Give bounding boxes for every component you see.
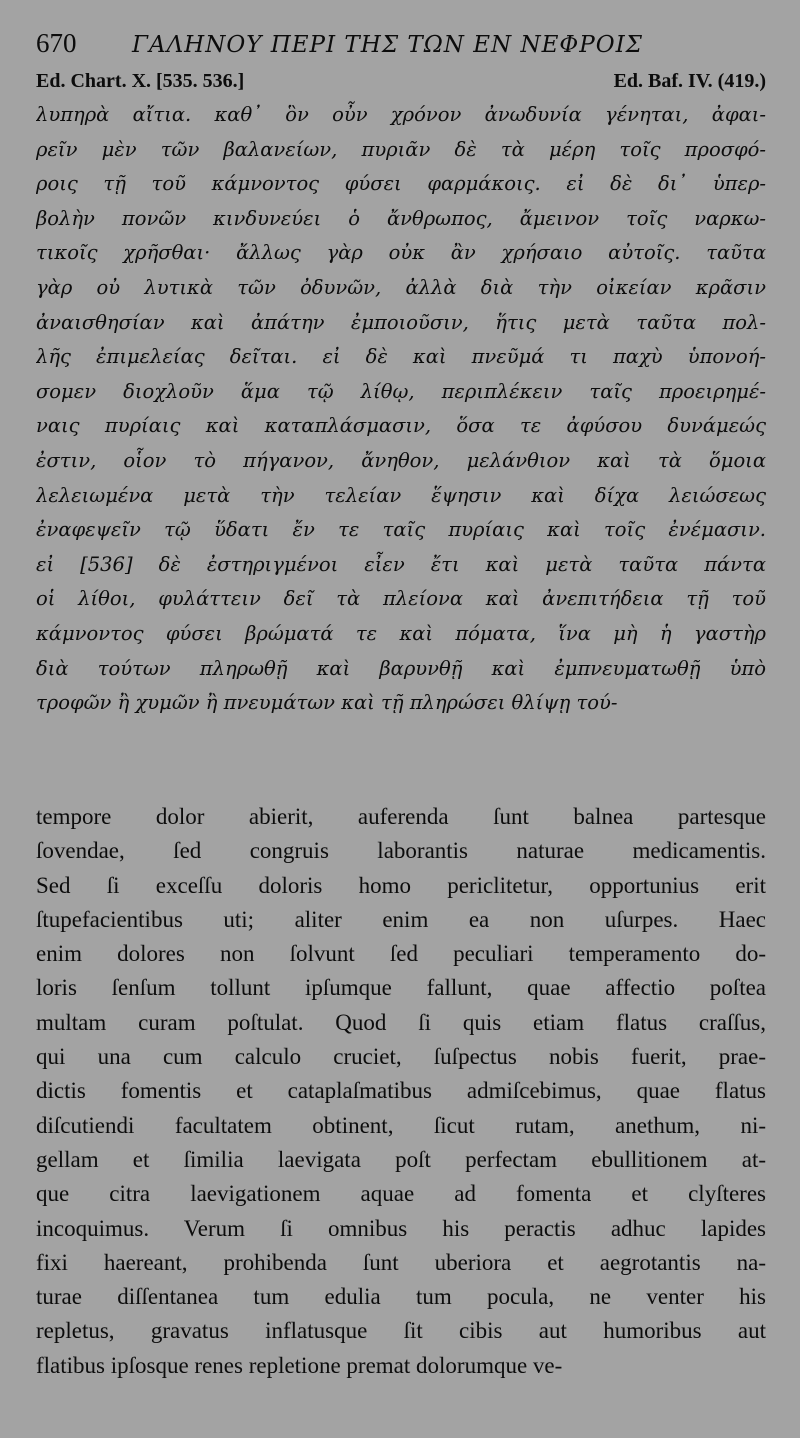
latin-text-line: diſcutiendi facultatem obtinent, ſicut rutam, anethum, ni-	[36, 1112, 766, 1138]
greek-text-line: ροις τῇ τοῦ κάμνοντος φύσει φαρμάκοις. εἰ δὲ δι᾽ ὑπερ-	[36, 172, 766, 196]
latin-text-line: multam curam poſtulat. Quod ſi quis etiam flatus craſſus,	[36, 1009, 766, 1035]
greek-text-block	[36, 98, 766, 721]
greek-text-line: σομεν διοχλοῦν ἅμα τῷ λίθῳ, περιπλέκειν ταῖς προειρημέ-	[36, 379, 766, 403]
latin-text-line: ſtupefacientibus uti; aliter enim ea non uſurpes. Haec	[36, 906, 766, 932]
latin-text-line: que citra laevigationem aquae ad fomenta et clyſteres	[36, 1181, 766, 1207]
greek-text-line: ἀναισθησίαν καὶ ἀπάτην ἐμποιοῦσιν, ἥτις μετὰ ταῦτα πολ-	[36, 310, 766, 334]
latin-text-line: fixi haereant, prohibenda ſunt uberiora et aegrotantis na-	[36, 1249, 766, 1275]
edition-reference-chart: Ed. Chart. X. [535. 536.]	[36, 70, 245, 92]
latin-text-line: dictis fomentis et cataplaſmatibus admiſcebimus, quae flatus	[36, 1078, 766, 1104]
greek-text-line: τροφῶν ἢ χυμῶν ἢ πνευμάτων καὶ τῇ πληρώσει θλίψῃ τού-	[36, 691, 618, 715]
latin-text-line: flatibus ipſosque renes repletione premat dolorumque ve-	[36, 1352, 563, 1378]
latin-text-line: enim dolores non ſolvunt ſed peculiari temperamento do-	[36, 941, 766, 967]
latin-text-line: tempore dolor abierit, auferenda ſunt balnea partesque	[36, 804, 766, 829]
greek-text-line: ἐναφεψεῖν τῷ ὕδατι ἔν τε ταῖς πυρίαις καὶ τοῖς ἐνέμασιν.	[36, 518, 766, 542]
greek-text-line: διὰ τούτων πληρωθῇ καὶ βαρυνθῇ καὶ ἐμπνευματωθῇ ὑπὸ	[36, 656, 766, 680]
greek-text-line: ἐστιν, οἷον τὸ πήγανον, ἄνηθον, μελάνθιον καὶ τὰ ὅμοια	[36, 448, 766, 472]
latin-text-line: loris ſenſum tollunt ipſumque fallunt, quae affectio poſtea	[36, 975, 766, 1001]
latin-text-line: gellam et ſimilia laevigata poſt perfectam ebullitionem at-	[36, 1146, 766, 1172]
latin-text-line: qui una cum calculo cruciet, ſuſpectus nobis fuerit, prae-	[36, 1044, 766, 1070]
edition-references	[36, 70, 766, 98]
greek-text-line: βολὴν πονῶν κινδυνεύει ὁ ἄνθρωπος, ἄμεινον τοῖς ναρκω-	[36, 206, 766, 230]
page-number: 670	[36, 28, 77, 58]
greek-text-line: κάμνοντος φύσει βρώματά τε καὶ πόματα, ἵνα μὴ ἡ γαστὴρ	[36, 621, 766, 645]
page-header	[36, 28, 766, 68]
greek-text-line: εἰ [536] δὲ ἐστηριγμένοι εἶεν ἔτι καὶ μετὰ ταῦτα πάντα	[36, 552, 766, 576]
edition-reference-basel: Ed. Baf. IV. (419.)	[613, 70, 766, 92]
greek-text-line: λῆς ἐπιμελείας δεῖται. εἰ δὲ καὶ πνεῦμά τι παχὺ ὑπονοή-	[36, 345, 766, 369]
greek-text-line: ναις πυρίαις καὶ καταπλάσμασιν, ὅσα τε ἀφύσου δυνάμεώς	[36, 414, 766, 438]
latin-text-line: repletus, gravatus inflatusque ſit cibis aut humoribus aut	[36, 1318, 766, 1344]
greek-text-line: τικοῖς χρῆσθαι· ἄλλως γὰρ οὐκ ἂν χρήσαιο αὐτοῖς. ταῦτα	[36, 241, 766, 265]
greek-text-line: λυπηρὰ αἴτια. καθ᾽ ὃν οὖν χρόνον ἀνωδυνία γένηται, ἀφαι-	[36, 103, 766, 126]
greek-text-line: οἱ λίθοι, φυλάττειν δεῖ τὰ πλείονα καὶ ἀνεπιτήδεια τῇ τοῦ	[36, 587, 766, 611]
latin-text-line: turae diſſentanea tum edulia tum pocula, ne venter his	[36, 1284, 766, 1310]
latin-text-line: ſovendae, ſed congruis laborantis naturae medicamentis.	[36, 838, 766, 864]
latin-text-block	[36, 800, 766, 1383]
latin-text-line: Sed ſi exceſſu doloris homo periclitetur, opportunius erit	[36, 872, 766, 898]
latin-text-line: incoquimus. Verum ſi omnibus his peractis adhuc lapides	[36, 1215, 766, 1241]
greek-text-line: λελειωμένα μετὰ τὴν τελείαν ἕψησιν καὶ δίχα λειώσεως	[36, 483, 766, 507]
greek-text-line: ρεῖν μὲν τῶν βαλανείων, πυριᾶν δὲ τὰ μέρη τοῖς προσφό-	[36, 137, 766, 161]
greek-text-line: γὰρ οὐ λυτικὰ τῶν ὀδυνῶν, ἀλλὰ διὰ τὴν οἰκείαν κρᾶσιν	[36, 275, 766, 299]
running-title: ΓΑΛΗΝΟΥ ΠΕΡΙ ΤΗΣ ΤΩΝ ΕΝ ΝΕΦΡΟΙΣ	[132, 32, 643, 58]
